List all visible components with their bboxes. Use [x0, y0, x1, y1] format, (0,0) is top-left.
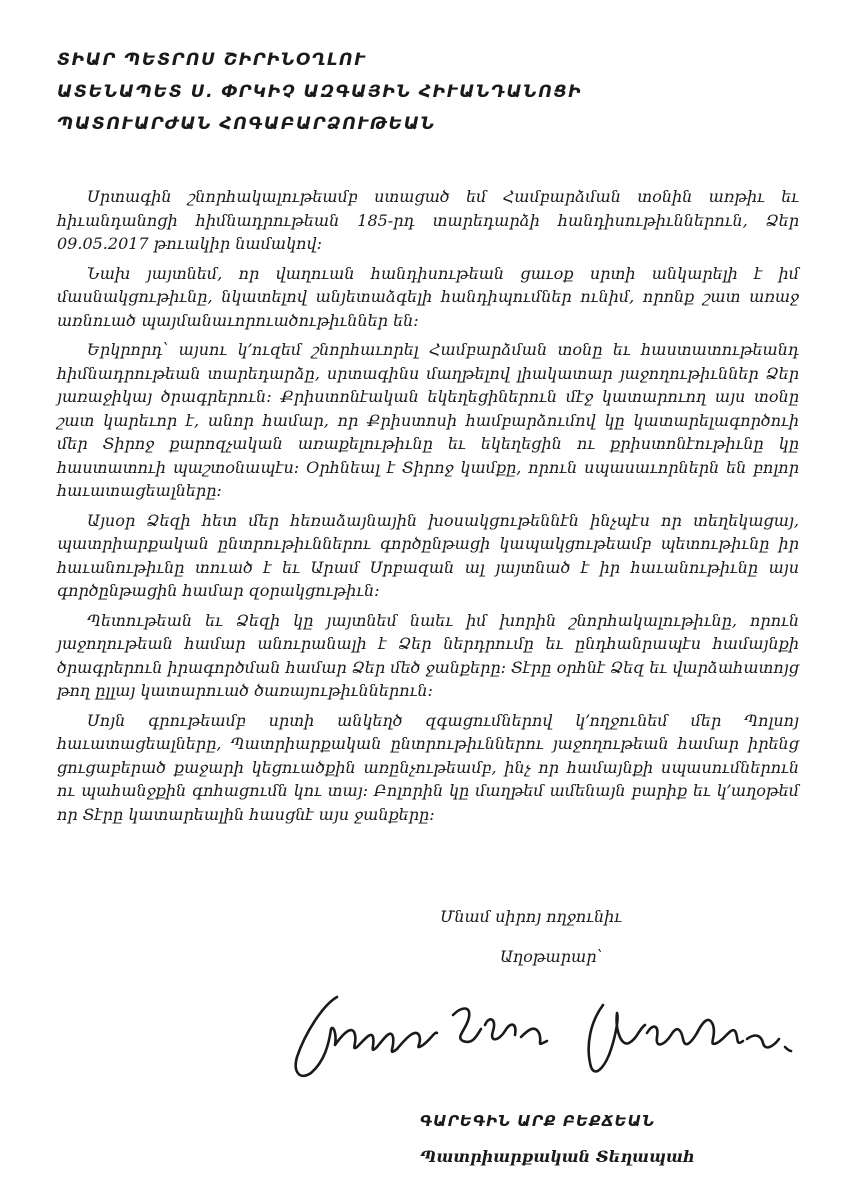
signature-stroke [647, 1027, 697, 1045]
handwritten-signature [285, 985, 805, 1085]
signatory-title: Պատրիարքական Տեղապահ [420, 1147, 695, 1166]
recipient-honorific: ՊԱՏՈՒԱՐԺԱՆ ՀՈԳԱԲԱՐՁՈՒԹԵԱՆ [57, 114, 436, 134]
paragraph-1: Սրտագին շնորհակալութեամբ ստացած եմ Համբարձման տօնին առթիւ եւ հիւանդանոցի հիմնադրութեան 185-րդ տարեդարձի հանդիսութիւններուն, Ձեր 09.05.2017 թուակիր նամակով: [57, 187, 799, 253]
signature-stroke [589, 1005, 645, 1071]
signatory-name: ԳԱՐԵԳԻՆ ԱՐՔ ԲԵՔՃԵԱՆ [420, 1112, 656, 1130]
paragraph-5: Պետութեան եւ Ձեզի կը յայտնեմ նաեւ իմ խորին շնորհակալութիւնը, որուն յաջողութեան համար անուրանալի է Ձեր ներդրումը եւ ընդհանրապէս համայնքի ծրագրերուն իրագործման համար Ձեր մեծ ջանքերը: Տէրը օրհնէ Ձեզ եւ վարձահատոյց թող ըլլայ կատարուած ծառայութիւններուն: [57, 610, 799, 700]
signature-stroke [747, 1036, 779, 1048]
recipient-address [57, 44, 817, 140]
signature-stroke [397, 1033, 437, 1049]
closing-salutation: Մնամ սիրոյ ողջունիւ [440, 907, 622, 926]
signature-strokes [296, 997, 791, 1076]
signature-stroke [521, 1029, 547, 1044]
paragraph-4: Այսօր Ձեզի հետ մեր հեռաձայնային խօսակցութեննէն ինչպէս որ տեղեկացայ, պատրիարքական ընտրութիւններու գործընթացի կապակցութեամբ պետութիւնը իր հաւանութիւնը տուած է եւ Արամ Սրբազան ալ յայտնած է իր հաւանութիւնը այս գործընթացին համար զօրակցութիւն: [57, 510, 799, 600]
paragraph-3: Երկրորդ՝ այսու կ՚ուզեմ շնորհաւորել Համբարձման տօնը եւ հաստատութեանդ հիմնադրութեան տարեդարձը, սրտագինս մաղթելով լիակատար յաջողութիւններ Ձեր յառաջիկայ ծրագրերուն: Քրիստոնէական եկեղեցիներուն մէջ կատարուող այս տօնը շատ կարեւոր է, անոր համար, որ Քրիստոսի համբարձումով կը կատարելագործուի մեր Տիրոջ քարոզչական առաքելութիւնը եւ եկեղեցին ու քրիստոնէութիւնը կը հաստատուի պաշտօնապէս: Օրհնեալ է Տիրոջ կամքը, որուն սպասաւորներն են բոլոր հաւատացեալները: [57, 340, 799, 500]
signature-stroke [453, 1009, 481, 1042]
recipient-position: ԱՏԵՆԱՊԵՏ Ս. ՓՐԿԻՉ ԱԶԳԱՅԻՆ ՀԻՒԱՆԴԱՆՈՑԻ [57, 82, 583, 102]
closing-signoff: Աղօթարար՝ [500, 947, 603, 966]
paragraph-2: Նախ յայտնեմ, որ վաղուան հանդիսութեան ցաւօք սրտի անկարելի է իմ մասնակցութիւնը, նկատելով անյետաձգելի հանդիպումներ ունիմ, որոնք շատ առաջ առնուած պայմանաւորուածութիւններ են: [57, 263, 799, 330]
letter-body [57, 185, 799, 832]
closing [440, 897, 740, 977]
signature-stroke [485, 1019, 515, 1039]
recipient-name: ՏԻԱՐ ՊԵՏՐՈՍ ՇԻՐԻՆՕՂԼՈՒ [57, 50, 367, 70]
paragraph-6: Սոյն գրութեամբ սրտի անկեղծ զգացումներով կ՚ողջունեմ մեր Պոլսոյ հաւատացեալները, Պատրիարքական ընտրութիւններու յաջողութեան համար իրենց ցուցաբերած քաջարի կեցուածքին առընչութեամբ, ինչ որ համայնքի սպասումներուն ու պահանջքին գոհացումն կու տայ: Բոլորին կը մաղթեմ ամենայն բարիք եւ կ՚աղօթեմ որ Տէրը կատարեալին հասցնէ այս ջանքերը: [57, 710, 799, 824]
signature-stroke [296, 997, 397, 1076]
signature-stroke [785, 1047, 791, 1051]
signature-stroke [697, 1020, 743, 1044]
